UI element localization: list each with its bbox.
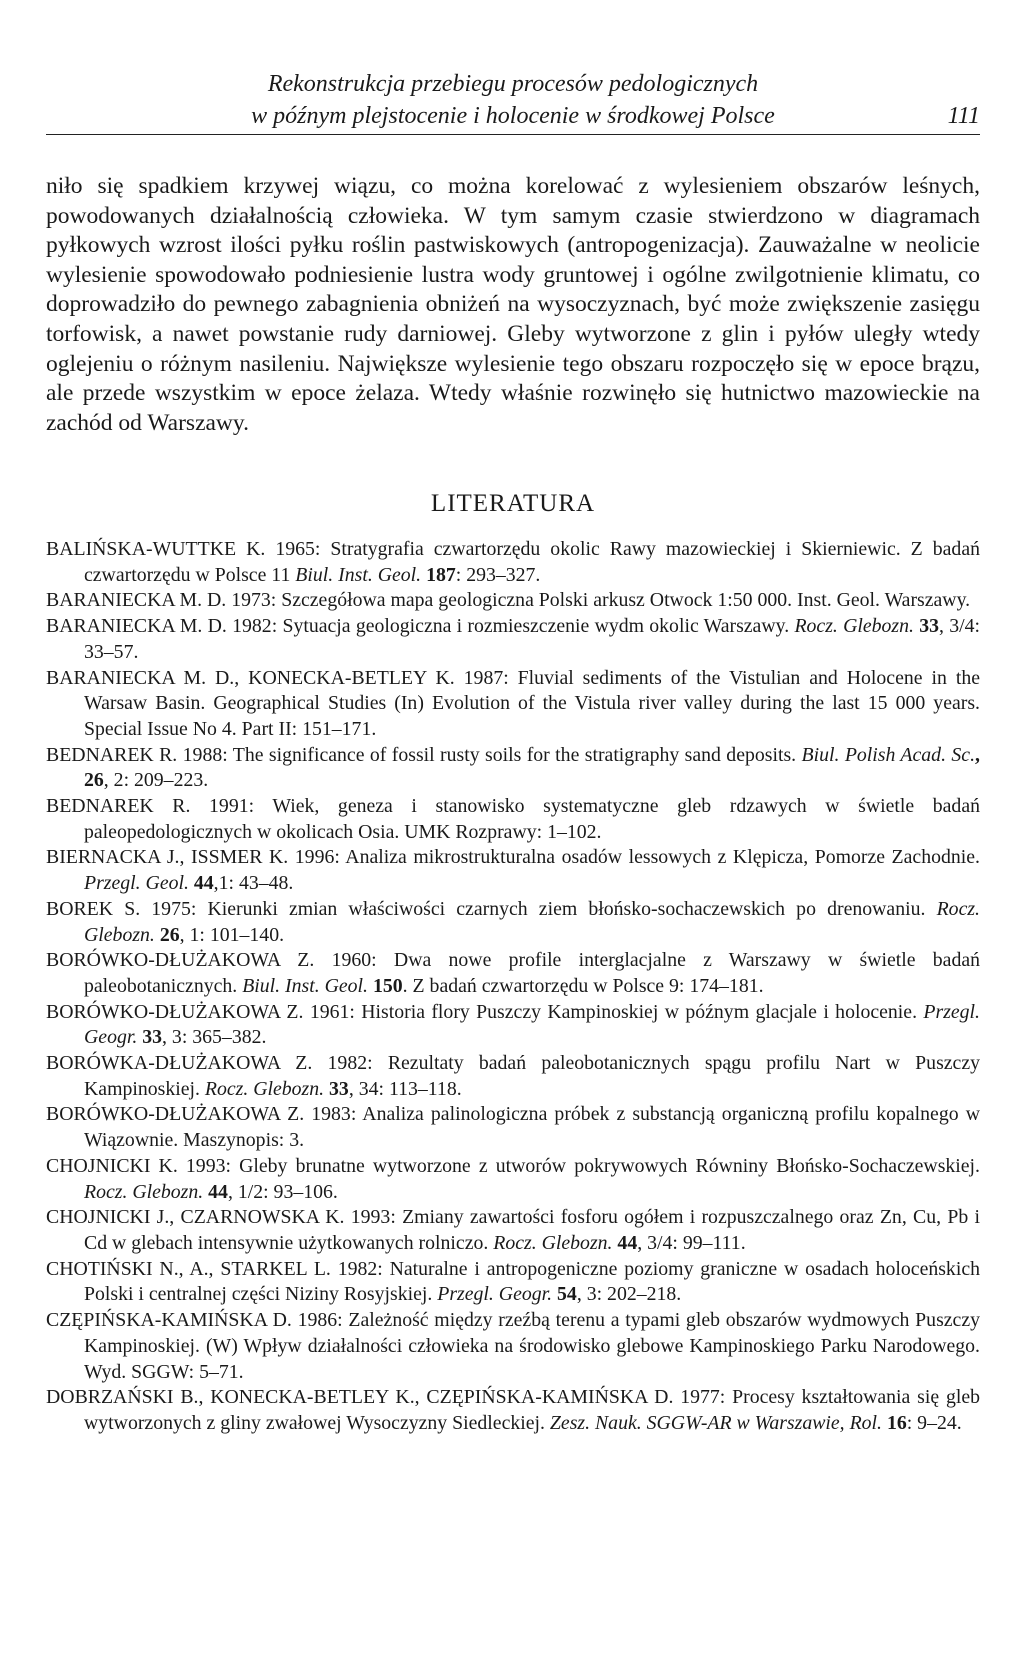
reference-author: CZĘPIŃSKA-KAMIŃSKA D. <box>46 1309 292 1332</box>
reference-author: BORÓWKO-DŁUŻAKOWA Z. <box>46 949 315 972</box>
reference-text: 1982: Naturalne i antropogeniczne poziomy graniczne w osadach holoceńskich Polski i centralnej części Niziny Rosyjskiej. <box>84 1257 980 1306</box>
reference-text: 1961: Historia flory Puszczy Kampinoskiej w późnym glacjale i holocenie. <box>303 1000 924 1023</box>
reference-author: BORÓWKA-DŁUŻAKOWA Z. <box>46 1052 313 1075</box>
reference-item <box>46 1205 980 1256</box>
reference-text: 1993: Gleby brunatne wytworzone z utworów pokrywowych Równiny Błońsko-Sochaczewskiej. <box>177 1154 980 1177</box>
reference-pages: : 9–24. <box>906 1411 962 1434</box>
reference-volume: 26 <box>154 923 180 946</box>
reference-item <box>46 948 980 999</box>
reference-item <box>46 1308 980 1385</box>
reference-author: CHOJNICKI J., CZARNOWSKA K. <box>46 1206 345 1229</box>
reference-journal: Rocz. Glebozn. <box>84 1180 204 1203</box>
reference-journal: Rocz. Glebozn. <box>794 615 914 638</box>
reference-author: BARANIECKA M. D. <box>46 589 227 612</box>
reference-volume: 44 <box>612 1231 638 1254</box>
reference-pages: , 34: 113–118. <box>348 1077 462 1100</box>
reference-author: BOREK S. <box>46 897 141 920</box>
reference-list <box>46 537 980 1437</box>
reference-author: BEDNAREK R. <box>46 795 191 818</box>
reference-journal: Przegl. Geol. <box>84 872 189 895</box>
reference-text: 1983: Analiza palinologiczna próbek z substancją organiczną profilu kopalnego w Wiązownie. Maszynopis: 3. <box>84 1103 980 1152</box>
reference-item <box>46 794 980 845</box>
running-header <box>46 68 980 132</box>
reference-pages: ,1: 43–48. <box>213 872 294 895</box>
reference-volume: 150 <box>368 974 403 997</box>
reference-pages: : 293–327. <box>455 563 541 586</box>
reference-text: 1996: Analiza mikrostrukturalna osadów lessowych z Klępicza, Pomorze Zachodnie. <box>288 846 980 869</box>
reference-item <box>46 1051 980 1102</box>
reference-journal: Rocz. Glebozn. <box>84 897 980 946</box>
reference-text: 1982: Rezultaty badań paleobotanicznych spągu profilu Nart w Puszczy Kampinoskiej. <box>84 1052 980 1100</box>
reference-journal: Rocz. Glebozn. <box>493 1231 613 1254</box>
reference-pages: , 3/4: 33–57. <box>84 615 981 663</box>
running-header-line-2 <box>46 100 980 132</box>
reference-item <box>46 614 980 665</box>
reference-item <box>46 897 980 948</box>
literature-heading: LITERATURA <box>430 490 596 517</box>
reference-text: 1973: Szczegółowa mapa geologiczna Polski arkusz Otwock 1:50 000. Inst. Geol. Warszawy. <box>226 589 971 612</box>
reference-pages: , 3: 365–382. <box>162 1026 267 1049</box>
reference-pages: , 1/2: 93–106. <box>227 1180 338 1203</box>
reference-volume: 44 <box>188 872 214 895</box>
running-header-line-2-text: w późnym plejstocenie i holocenie w środkowej Polsce <box>251 103 775 129</box>
reference-item <box>46 845 980 896</box>
reference-author: BARANIECKA M. D. <box>46 615 227 638</box>
reference-journal: Przegl. Geogr. <box>437 1283 553 1306</box>
body-text-block <box>46 172 980 438</box>
reference-author: DOBRZAŃSKI B., KONECKA-BETLEY K., CZĘPIŃSKA-KAMIŃSKA D. <box>46 1386 674 1409</box>
reference-author: BORÓWKO-DŁUŻAKOWA Z. <box>46 1103 305 1126</box>
reference-author: BEDNAREK R. <box>46 743 178 766</box>
reference-author: BALIŃSKA-WUTTKE K. <box>46 538 266 560</box>
reference-volume: 44 <box>203 1180 228 1203</box>
reference-author: BARANIECKA M. D., KONECKA-BETLEY K. <box>46 666 455 689</box>
reference-pages: . Z badań czwartorzędu w Polsce 9: 174–181. <box>402 974 764 997</box>
header-rule <box>46 134 980 135</box>
reference-volume: 33 <box>913 615 940 638</box>
reference-journal: Biul. Inst. Geol. <box>295 563 422 586</box>
reference-text: 1977: Procesy kształtowania się gleb wytworzonych z gliny zwałowej Wysoczyzny Siedleckiej. <box>84 1386 980 1434</box>
reference-volume: 54 <box>552 1283 577 1306</box>
reference-text: 1975: Kierunki zmian właściwości czarnych ziem błońsko-sochaczewskich po drenowaniu. <box>140 897 937 920</box>
reference-item <box>46 1000 980 1051</box>
reference-journal: Biul. Inst. Geol. <box>242 974 369 997</box>
reference-text: 1965: Stratygrafia czwartorzędu okolic Rawy mazowieckiej i Skierniewic. Z badań czwartorzędu w Polsce 11 <box>84 538 980 586</box>
reference-text: 1986: Zależność między rzeźbą terenu a typami gleb obszarów wydmowych Puszczy Kampinoskiej. (W) Wpływ działalności człowieka na środowisko glebowe Kampinoskiego Parku Narodowego. Wyd. SGGW: 5–71. <box>84 1309 980 1383</box>
reference-item <box>46 537 980 588</box>
reference-item <box>46 1102 980 1153</box>
reference-journal: Biul. Polish Acad. Sc. <box>801 743 976 766</box>
reference-item <box>46 1385 980 1436</box>
body-paragraph: niło się spadkiem krzywej wiązu, co można korelować z wylesieniem obszarów leśnych, powodowanych działalnością człowieka. W tym samym czasie stwierdzono w diagramach pyłkowych wzrost ilości pyłku roślin pastwiskowych (antropogenizacja). Zauważalne w neolicie wylesienie spowodowało podniesienie lustra wody gruntowej i ogólne zwilgotnienie klimatu, co doprowadziło do pewnego zabagnienia obniżeń na wysoczyznach, być może zwiększenie zasięgu torfowisk, a nawet powstanie rudy darniowej. Gleby wytworzone z glin i pyłów uległy wtedy oglejeniu o różnym nasileniu. Największe wylesienie tego obszaru rozpoczęło się w epoce brązu, ale przede wszystkim w epoce żelaza. Wtedy właśnie rozwinęło się hutnictwo mazowieckie na zachód od Warszawy. <box>46 173 980 436</box>
reference-author: CHOTIŃSKI N., A., STARKEL L. <box>46 1257 331 1280</box>
reference-volume: 33 <box>324 1077 349 1100</box>
reference-pages: , 3: 202–218. <box>576 1283 682 1306</box>
reference-journal: Przegl. Geogr. <box>84 1000 980 1049</box>
reference-text: 1987: Fluvial sediments of the Vistulian and Holocene in the Warsaw Basin. Geographical Studies (In) Evolution of the Vistula river valley during the last 15 000 years. Special Issue No 4. Part II: 151–171. <box>84 666 980 740</box>
reference-volume: 187 <box>421 563 456 586</box>
reference-author: BIERNACKA J., ISSMER K. <box>46 846 289 869</box>
page-number: 111 <box>947 103 980 129</box>
reference-item <box>46 666 980 743</box>
reference-pages: , 1: 101–140. <box>179 923 285 946</box>
reference-volume: 33 <box>137 1026 163 1049</box>
reference-pages: , 3/4: 99–111. <box>637 1231 746 1254</box>
reference-text: 1982: Sytuacja geologiczna i rozmieszczenie wydm okolic Warszawy. <box>226 615 795 638</box>
reference-pages: , 2: 209–223. <box>103 769 209 792</box>
running-header-line-1: Rekonstrukcja przebiegu procesów pedologicznych <box>267 71 759 97</box>
reference-text: 1993: Zmiany zawartości fosforu ogółem i rozpuszczalnego oraz Zn, Cu, Pb i Cd w glebach intensywnie użytkowanych rolniczo. <box>84 1206 980 1254</box>
reference-text: 1960: Dwa nowe profile interglacjalne z Warszawy w świetle badań paleobotanicznych. <box>84 949 980 997</box>
reference-author: CHOJNICKI K. <box>46 1154 178 1177</box>
reference-author: BORÓWKO-DŁUŻAKOWA Z. <box>46 1000 304 1023</box>
reference-volume: 16 <box>882 1411 907 1434</box>
reference-item <box>46 743 980 794</box>
reference-volume: , 26 <box>84 743 980 792</box>
reference-journal: Zesz. Nauk. SGGW-AR w Warszawie, Rol. <box>549 1411 882 1434</box>
reference-text: 1991: Wiek, geneza i stanowisko systematyczne gleb rdzawych w świetle badań paleopedologicznych w okolicach Osia. UMK Rozprawy: 1–102. <box>84 795 980 843</box>
reference-journal: Rocz. Glebozn. <box>204 1077 325 1100</box>
reference-item <box>46 1154 980 1205</box>
reference-text: 1988: The significance of fossil rusty soils for the stratigraphy sand deposits. <box>177 743 802 766</box>
reference-item <box>46 588 980 614</box>
reference-item <box>46 1257 980 1308</box>
